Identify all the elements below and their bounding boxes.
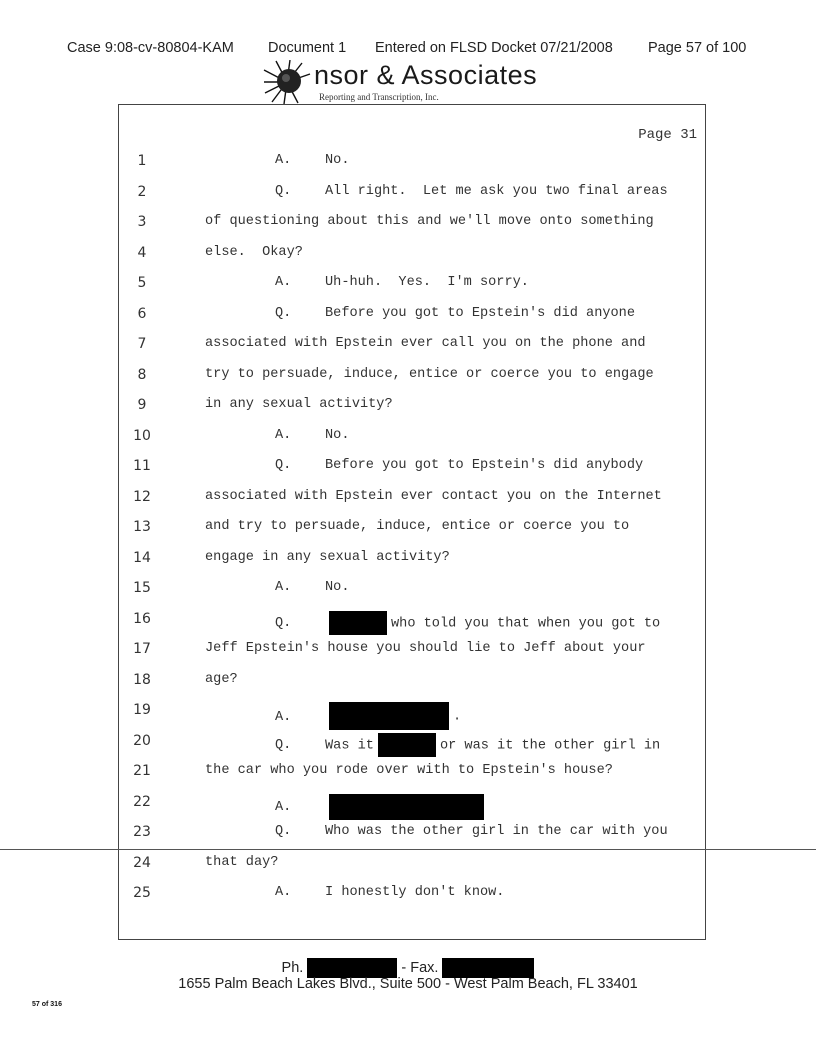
testimony-text: .: [453, 709, 462, 725]
docket-entry: Entered on FLSD Docket 07/21/2008: [375, 40, 613, 56]
testimony-text: try to persuade, induce, entice or coerce you to engage: [205, 366, 654, 382]
line-number: 14: [133, 549, 151, 566]
transcript-line: [119, 178, 707, 208]
redaction-box: [442, 958, 534, 978]
testimony-text: No.: [325, 580, 350, 595]
line-number: 7: [137, 336, 147, 352]
case-number: Case 9:08-cv-80804-KAM: [67, 40, 234, 56]
line-text: [275, 611, 660, 635]
speaker-label: Q.: [275, 824, 292, 839]
transcript-line: [119, 788, 707, 818]
line-text: [275, 306, 635, 321]
transcript-line: [119, 818, 707, 848]
testimony-text: that day?: [205, 854, 279, 870]
line-text: [205, 855, 278, 870]
transcript-line: [119, 483, 707, 513]
transcript-line: [119, 269, 707, 299]
transcript-line: [119, 605, 707, 635]
horizontal-rule: [0, 849, 816, 850]
company-name: nsor & Associates: [314, 60, 538, 90]
testimony-text: I honestly don't know.: [325, 885, 505, 900]
transcript-line: [119, 757, 707, 787]
testimony-text: All right. Let me ask you two final areas: [325, 183, 668, 199]
line-text: [275, 885, 504, 900]
testimony-text: No.: [325, 427, 350, 443]
line-text: [275, 184, 668, 199]
line-text: [205, 336, 646, 351]
line-text: [205, 763, 613, 778]
line-number: 10: [133, 427, 151, 444]
testimony-text: or was it the other girl in: [439, 738, 661, 754]
line-text: [275, 458, 643, 473]
speaker-label: Q.: [275, 183, 292, 199]
line-number: 24: [133, 854, 151, 871]
testimony-text: of questioning about this and we'll move onto something: [205, 214, 654, 229]
transcript-line: [119, 544, 707, 574]
transcript-page: [118, 104, 706, 940]
redaction-box: [329, 794, 484, 820]
testimony-text: No.: [325, 153, 350, 168]
testimony-text: associated with Epstein ever contact you on the Internet: [205, 488, 662, 504]
line-text: [205, 397, 393, 412]
transcript-line: [119, 208, 707, 238]
line-text: [275, 794, 488, 820]
testimony-text: else. Okay?: [205, 244, 303, 260]
line-number: 8: [137, 366, 147, 383]
page-count: Page 57 of 100: [648, 40, 747, 56]
line-text: [205, 519, 629, 534]
speaker-label: A.: [275, 885, 292, 900]
testimony-text: Was it: [325, 738, 374, 754]
line-number: 20: [133, 732, 151, 749]
speaker-label: A.: [275, 153, 292, 168]
transcript-line: [119, 422, 707, 452]
line-text: [205, 214, 654, 229]
line-number: 2: [137, 183, 147, 200]
speaker-label: Q.: [275, 305, 292, 321]
fax-label: - Fax.: [401, 959, 439, 976]
transcript-line: [119, 727, 707, 757]
line-number: 15: [133, 580, 151, 596]
redaction-box: [329, 611, 387, 635]
line-number: 22: [133, 793, 151, 810]
testimony-text: associated with Epstein ever call you on the phone and: [205, 336, 646, 351]
line-number: 6: [137, 305, 147, 322]
document-number: Document 1: [268, 40, 347, 56]
transcript-line: [119, 513, 707, 543]
line-text: [205, 550, 450, 565]
transcript-line: [119, 879, 707, 909]
transcript-line: [119, 239, 707, 269]
line-text: [205, 672, 238, 687]
contact-line: [0, 958, 816, 978]
phone-label: Ph.: [281, 959, 304, 976]
speaker-label: A.: [275, 800, 292, 816]
transcript-line: [119, 330, 707, 360]
testimony-text: and try to persuade, induce, entice or coerce you to: [205, 519, 630, 534]
line-text: [205, 367, 654, 382]
transcript-line: [119, 666, 707, 696]
speaker-label: A.: [275, 580, 292, 595]
transcript-line: [119, 635, 707, 665]
speaker-label: Q.: [275, 458, 292, 473]
testimony-text: age?: [205, 671, 238, 687]
line-text: [275, 153, 349, 168]
speaker-label: A.: [275, 709, 292, 725]
transcript-line: [119, 696, 707, 726]
line-number: 4: [137, 244, 147, 261]
line-number: 9: [137, 397, 147, 413]
line-number: 5: [137, 275, 147, 291]
transcript-line: [119, 849, 707, 879]
transcript-line: [119, 361, 707, 391]
speaker-label: A.: [275, 427, 292, 443]
line-text: [205, 245, 303, 260]
testimony-text: Jeff Epstein's house you should lie to Jeff about your: [205, 641, 646, 656]
speaker-label: Q.: [275, 738, 292, 754]
transcript-line: [119, 391, 707, 421]
line-number: 19: [133, 702, 151, 718]
line-number: 12: [133, 488, 151, 505]
line-number: 16: [133, 610, 151, 627]
redaction-box: [307, 958, 397, 978]
speaker-label: Q.: [275, 616, 292, 632]
speaker-label: A.: [275, 275, 292, 290]
line-text: [275, 428, 349, 443]
transcript-page-label: Page 31: [638, 127, 697, 143]
line-text: [205, 641, 646, 656]
line-number: 25: [133, 885, 151, 901]
line-text: [275, 275, 529, 290]
line-text: [275, 733, 660, 757]
testimony-text: engage in any sexual activity?: [205, 549, 450, 565]
testimony-text: Uh-huh. Yes. I'm sorry.: [325, 275, 529, 290]
sun-globe-icon: [262, 60, 312, 104]
footer-address: 1655 Palm Beach Lakes Blvd., Suite 500 - West Palm Beach, FL 33401: [178, 976, 638, 992]
line-number: 18: [133, 671, 151, 688]
line-number: 3: [137, 214, 147, 230]
transcript-line: [119, 574, 707, 604]
transcript-line: [119, 300, 707, 330]
testimony-text: Before you got to Epstein's did anybody: [325, 458, 644, 473]
testimony-text: Before you got to Epstein's did anyone: [325, 305, 635, 321]
transcript-line: [119, 147, 707, 177]
line-number: 17: [133, 641, 151, 657]
redaction-box: [378, 733, 436, 757]
testimony-text: Who was the other girl in the car with you: [325, 824, 668, 839]
testimony-text: who told you that when you got to: [391, 616, 661, 632]
line-number: 11: [133, 458, 151, 474]
page-stamp: 57 of 316: [32, 1001, 62, 1008]
line-text: [275, 824, 668, 839]
testimony-text: the car who you rode over with to Epstein's house?: [205, 763, 613, 778]
company-tagline: Reporting and Transcription, Inc.: [319, 92, 439, 102]
testimony-text: in any sexual activity?: [205, 397, 393, 412]
line-text: [275, 580, 349, 595]
line-number: 13: [133, 519, 151, 535]
line-number: 1: [137, 153, 147, 169]
line-number: 23: [133, 824, 151, 840]
transcript-line: [119, 452, 707, 482]
line-text: [205, 489, 662, 504]
line-number: 21: [133, 763, 151, 779]
company-logo: [262, 60, 562, 105]
